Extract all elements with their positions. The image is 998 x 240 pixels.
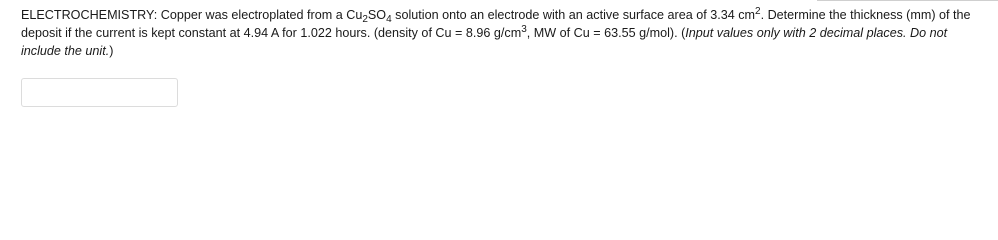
formula-subscript: 2 bbox=[362, 14, 368, 25]
question-topic: ELECTROCHEMISTRY: bbox=[21, 8, 158, 22]
formula-subscript: 4 bbox=[386, 14, 392, 25]
question-text-part: solution onto an electrode with an active surface area of 3.34 cm bbox=[391, 8, 756, 22]
question-text-part: ) bbox=[109, 44, 114, 58]
answer-instruction: Input values only with 2 decimal places. Do not include the unit. bbox=[21, 26, 948, 58]
answer-input[interactable] bbox=[21, 78, 178, 107]
top-divider bbox=[817, 0, 998, 1]
question-text bbox=[21, 6, 981, 60]
question-text-part: SO bbox=[367, 8, 387, 22]
unit-superscript: 2 bbox=[755, 6, 761, 17]
question-text-part: Copper was electroplated from a Cu bbox=[157, 8, 363, 22]
question-text-part: , MW of Cu = 63.55 g/mol). ( bbox=[526, 26, 686, 40]
question-text-part: . Determine the thickness (mm) of the deposit if the current is kept constant at 4.94 A for 1.022 hours. (density of Cu = 8.96 g/cm bbox=[21, 8, 971, 40]
unit-superscript: 3 bbox=[521, 24, 527, 35]
